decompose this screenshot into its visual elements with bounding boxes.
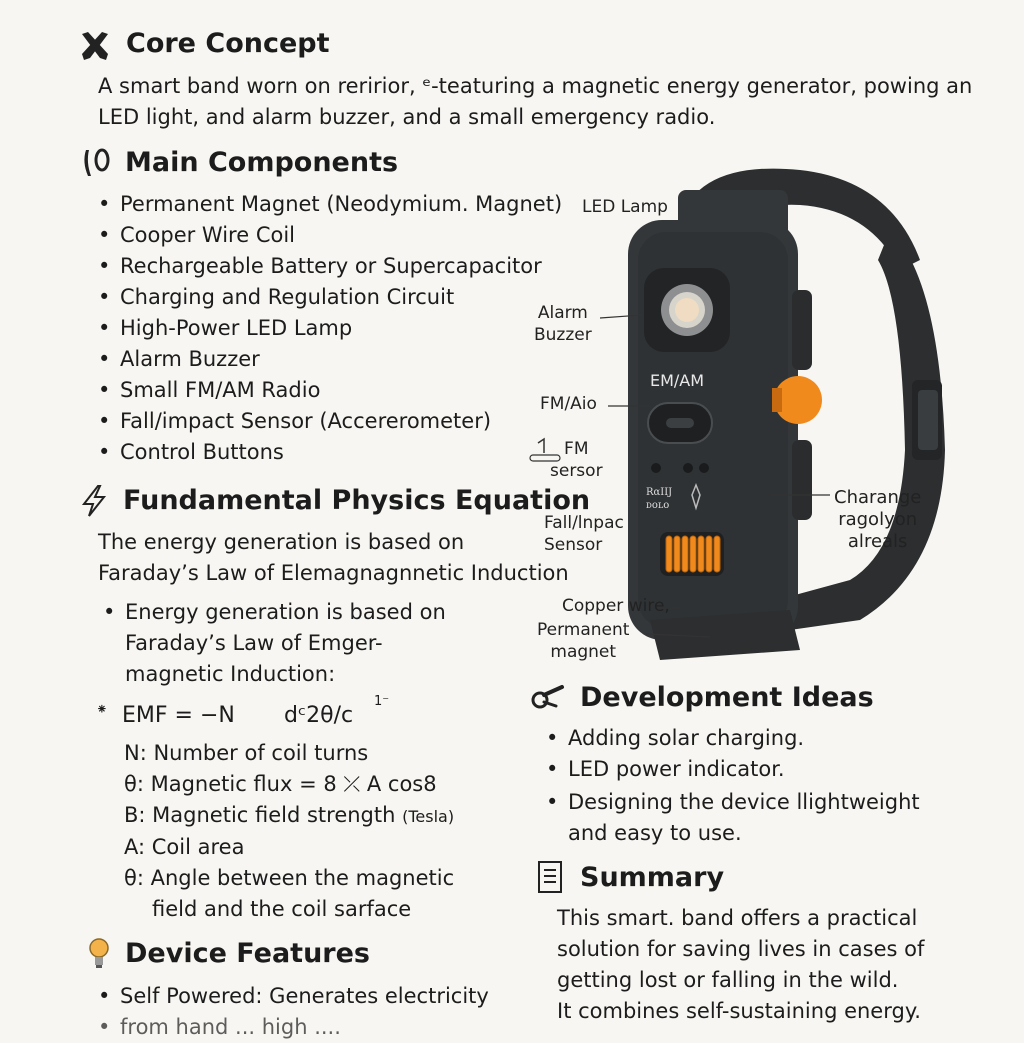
list-item: • Rechargeable Battery or Supercapacitor <box>98 251 562 282</box>
list-item: • Control Buttons <box>98 437 562 468</box>
list-item: • Self Powered: Generates electricity <box>98 981 489 1012</box>
device-small-text: RαIIJ ᴅᴏʟᴏ <box>646 487 673 511</box>
tesla-unit: (Tesla) <box>402 807 455 826</box>
list-item: • High-Power LED Lamp <box>98 313 562 344</box>
device-screen-text: EM/AM <box>650 371 705 390</box>
label-alarm-buzzer: Alarm Buzzer <box>534 303 592 345</box>
equation-right: dᶜ2θ/c <box>284 703 354 728</box>
list-item: • from hand ... high .... <box>98 1012 489 1043</box>
physics-bullet <box>103 597 446 690</box>
smart-band-illustration <box>560 150 960 670</box>
label-copper-wire: Copper wire, <box>562 596 670 616</box>
list-item: • Fall/impact Sensor (Accererometer) <box>98 406 562 437</box>
equation-left: EMF = −N <box>122 703 235 728</box>
list-item: • Permanent Magnet (Neodymium. Magnet) <box>98 189 562 220</box>
list-item: • Cooper Wire Coil <box>98 220 562 251</box>
components-list <box>98 189 562 468</box>
summary-text: This smart. band offers a practical solution for saving lives in cases of getting lost or falling in the wild. It combines self-sustaining energy. <box>557 906 925 1023</box>
label-led-lamp: LED Lamp <box>582 197 668 217</box>
development-heading: Development Ideas <box>580 682 874 713</box>
list-item: • Small FM/AM Radio <box>98 375 562 406</box>
document-icon <box>536 860 564 894</box>
development-list <box>546 723 920 849</box>
label-permanent-magnet: Permanent magnet <box>537 620 630 662</box>
physics-heading: Fundamental Physics Equation <box>123 485 591 516</box>
summary-heading: Summary <box>580 862 725 893</box>
list-item: • Charging and Regulation Circuit <box>98 282 562 313</box>
wrench-icon <box>530 684 566 710</box>
label-charge-regulation: Charange ragolyon alreals <box>834 487 922 552</box>
tools-icon <box>78 30 112 62</box>
list-item: • Energy generation is based on Faraday’s Law of Emger- magnetic Induction: <box>103 597 446 690</box>
main-components-heading: Main Components <box>125 147 399 178</box>
list-item: • Adding solar charging. <box>546 723 920 754</box>
physics-intro: The energy generation is based on Faraday’s Law of Elemagnagnnetic Induction <box>98 530 569 585</box>
label-fm-sensor: FM sersor <box>550 439 603 481</box>
lightning-icon <box>80 484 108 518</box>
label-fm-aio: FM/Aio <box>540 394 597 414</box>
list-item: • Designing the device llightweight and easy to use. <box>546 787 920 849</box>
label-fall-sensor: Fall/lnpaᴄ Sensor <box>544 513 624 555</box>
lightbulb-icon <box>86 936 112 972</box>
features-list <box>98 981 489 1043</box>
list-item: • Alarm Buzzer <box>98 344 562 375</box>
list-item: • LED power indicator. <box>546 754 920 785</box>
core-concept-text: A smart band worn on reririor, ᵉ-teaturing a magnetic energy generator, powing an LED light, and alarm buzzer, and a small emergency radio. <box>98 74 973 129</box>
equation-marker-icon: ⁕ <box>96 702 108 718</box>
device-features-heading: Device Features <box>125 938 371 969</box>
components-icon <box>80 146 112 180</box>
equation-superscript: 1⁻ <box>374 694 390 709</box>
core-concept-heading: Core Concept <box>126 28 330 59</box>
physics-definitions: N: Number of coil turns θ: Magnetic flux = 8 ⤫ A cos8 B: Magnetic field strength (Tesla) A: Coil area θ: Angle between the magnetic field and the coil sarface <box>124 741 455 921</box>
